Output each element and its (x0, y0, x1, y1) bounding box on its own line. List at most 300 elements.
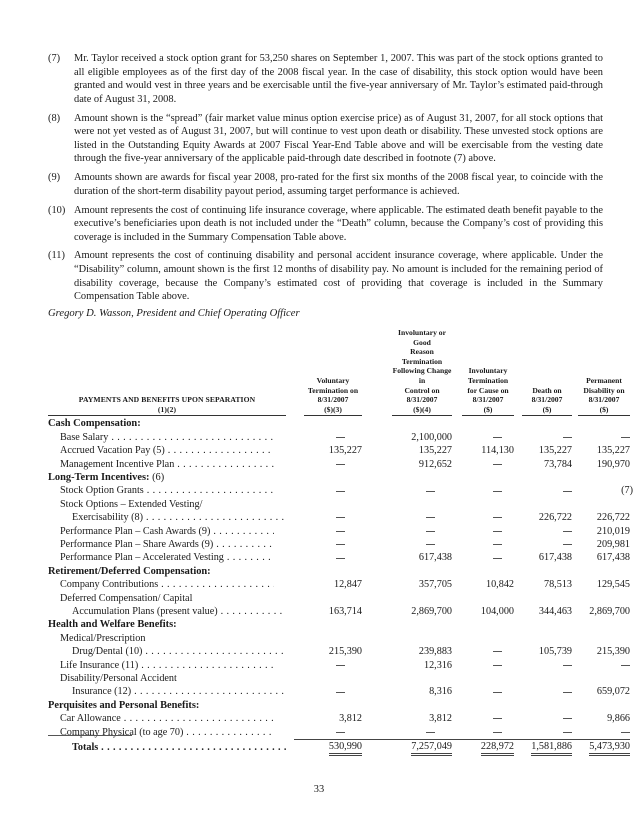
footnote-number: (8) (48, 112, 61, 124)
header-line: PAYMENTS AND BENEFITS UPON SEPARATION (78, 395, 256, 405)
value-text: 163,714 (328, 606, 362, 618)
value-text: 617,438 (596, 552, 630, 564)
row-label-wrap (72, 685, 286, 698)
em-dash (426, 531, 435, 532)
row-label (48, 645, 294, 658)
em-dash (336, 544, 345, 545)
value-text: 10,842 (485, 579, 514, 591)
table-row (48, 740, 630, 756)
header-line: 8/31/2007 (531, 395, 563, 405)
value-text: 215,390 (328, 646, 362, 658)
row-label-wrap (72, 645, 286, 658)
page-number: 33 (313, 784, 325, 795)
footnote-number: (9) (48, 172, 61, 184)
value-cell (572, 685, 630, 698)
header-line: Termination (467, 375, 509, 385)
value-cell (294, 551, 362, 564)
table-header-row (48, 328, 630, 417)
row-label-text: Company Contributions . . . (60, 579, 274, 590)
value-text: 12,847 (333, 579, 362, 591)
value-text: 78,513 (543, 579, 572, 591)
em-dash (563, 732, 572, 733)
header-line: Reason Termination (401, 347, 443, 366)
row-label-text: Accumulation Plans (present value) . . . (72, 606, 286, 617)
em-dash (426, 517, 435, 518)
em-dash (336, 531, 345, 532)
value-text: 104,000 (480, 606, 514, 618)
table-row (48, 444, 630, 457)
value-text: 1,581,886 (531, 741, 572, 756)
table-row (48, 458, 630, 471)
row-label-wrap (72, 605, 286, 618)
em-dash (493, 491, 502, 492)
table-row (48, 511, 630, 524)
value-cell (514, 498, 572, 511)
row-label-wrap (60, 431, 274, 444)
category-title: Cash Compensation: (48, 418, 141, 430)
value-cell (362, 685, 452, 698)
value-cell (294, 632, 362, 645)
table-row (48, 699, 630, 712)
value-cell (294, 498, 362, 511)
row-label (48, 431, 294, 444)
value-cell (572, 538, 630, 551)
row-label (48, 484, 294, 497)
value-cell (514, 551, 572, 564)
value-cell (452, 672, 514, 685)
value-cell (514, 672, 572, 685)
category-label (48, 565, 630, 578)
em-dash (426, 544, 435, 545)
table-row (48, 431, 630, 444)
em-dash (493, 692, 502, 693)
em-dash (563, 531, 572, 532)
value-cell (452, 498, 514, 511)
row-label-wrap (60, 592, 274, 605)
category-title: Retirement/Deferred Compensation: (48, 565, 211, 577)
value-cell (452, 685, 514, 698)
row-label-text: Totals . . . (72, 742, 286, 753)
header-line: ($) (483, 404, 493, 414)
value-cell (294, 538, 362, 551)
row-label-wrap (60, 458, 274, 471)
row-label (48, 592, 294, 605)
header-line: 8/31/2007 (472, 395, 504, 405)
row-label (48, 672, 294, 685)
value-cell (572, 672, 630, 685)
value-cell (572, 551, 630, 564)
em-dash (621, 437, 630, 438)
em-dash (493, 651, 502, 652)
value-cell (572, 592, 630, 605)
value-text: 7,257,049 (411, 741, 452, 756)
em-dash (493, 464, 502, 465)
value-text: 114,130 (481, 445, 514, 457)
em-dash (493, 437, 502, 438)
row-label-wrap (60, 712, 274, 725)
row-label-text: Performance Plan – Share Awards (9) . . . (60, 539, 274, 550)
value-cell (572, 578, 630, 591)
header-label (48, 328, 294, 417)
value-cell (452, 726, 514, 740)
value-cell (362, 431, 452, 444)
row-label (48, 511, 294, 524)
value-text: 2,869,700 (411, 606, 452, 618)
category-label (48, 699, 630, 712)
value-text: 135,227 (596, 445, 630, 457)
em-dash (621, 732, 630, 733)
header-line: ($) (599, 404, 609, 414)
value-cell (572, 659, 630, 672)
value-cell (572, 740, 630, 756)
value-cell (452, 431, 514, 444)
value-text: 3,812 (429, 713, 452, 725)
em-dash (336, 464, 345, 465)
em-dash (493, 665, 502, 666)
value-cell (294, 444, 362, 457)
value-cell (572, 712, 630, 725)
row-label-text: Deferred Compensation/ Capital (60, 592, 193, 604)
footnotes-list (48, 52, 603, 309)
em-dash (621, 665, 630, 666)
value-cell (294, 578, 362, 591)
category-label (48, 417, 630, 430)
footnote-rule (48, 735, 132, 736)
header-line: (1)(2) (157, 404, 177, 414)
value-cell (294, 726, 362, 740)
value-cell (514, 726, 572, 740)
value-cell (294, 484, 362, 497)
value-text: 135,227 (328, 445, 362, 457)
row-label-text: Performance Plan – Accelerated Vesting . . . (60, 552, 274, 563)
value-cell (362, 458, 452, 471)
value-cell (362, 578, 452, 591)
em-dash (563, 437, 572, 438)
em-dash (426, 491, 435, 492)
value-cell (452, 551, 514, 564)
row-label-text: Accrued Vacation Pay (5) . . . (60, 445, 274, 456)
category-label (48, 471, 630, 484)
value-cell (514, 525, 572, 538)
header-line: Control on 8/31/2007 (404, 385, 440, 405)
value-cell (362, 740, 452, 756)
em-dash (493, 517, 502, 518)
value-cell (362, 498, 452, 511)
value-cell (362, 444, 452, 457)
table-row (48, 685, 630, 698)
row-label-wrap (60, 632, 274, 645)
row-label (48, 551, 294, 564)
value-text: 3,812 (339, 713, 362, 725)
category-label (48, 618, 630, 631)
value-text: 129,545 (596, 579, 630, 591)
value-cell (452, 511, 514, 524)
footnote-11 (48, 249, 603, 303)
row-label (48, 538, 294, 551)
em-dash (563, 544, 572, 545)
value-cell (572, 605, 630, 618)
value-cell (514, 685, 572, 698)
header-line: Death on (532, 385, 562, 395)
value-cell (294, 525, 362, 538)
row-label-wrap (60, 525, 274, 538)
table-row (48, 484, 630, 497)
footnote-7 (48, 52, 603, 106)
em-dash (336, 491, 345, 492)
value-cell (572, 525, 630, 538)
table-row (48, 578, 630, 591)
table-row (48, 632, 630, 645)
footnote-text: Mr. Taylor received a stock option grant for 53,250 shares on September 1, 2007. This was part of the stock options granted to all eligible employees as of the first day of the 2008 fiscal year. In the case of disability, this stock option would have been granted and would vest in three years and be exercisable until the five-year anniversary of Mr. Taylor’s estimated paid-through date of August 31, 2008. (74, 53, 603, 105)
value-cell (452, 605, 514, 618)
value-cell (572, 484, 633, 497)
table-row (48, 672, 630, 685)
value-cell (452, 484, 514, 497)
em-dash (336, 732, 345, 733)
row-label-text: Drug/Dental (10) . . . (72, 646, 286, 657)
em-dash (426, 732, 435, 733)
table-row (48, 592, 630, 605)
value-cell (452, 578, 514, 591)
value-cell (572, 511, 630, 524)
value-cell (294, 605, 362, 618)
value-cell (514, 431, 572, 444)
value-cell (362, 551, 452, 564)
row-label-text: Exercisability (8) . . . (72, 512, 286, 523)
value-cell (294, 685, 362, 698)
em-dash (336, 558, 345, 559)
value-text: 105,739 (538, 646, 572, 658)
value-cell (452, 538, 514, 551)
header-change-in-control (362, 328, 452, 417)
value-cell (294, 431, 362, 444)
row-label (48, 605, 294, 618)
value-text: 135,227 (418, 445, 452, 457)
table-row (48, 538, 630, 551)
table-row (48, 712, 630, 725)
value-cell (294, 712, 362, 725)
footnote-text: Amount shown is the “spread” (fair market value minus option exercise price) as of August 31, 2007, for all stock options that were not yet vested as of August 31, 2007, but will continue to vest upon death or disability. These unvested stock options are listed in the Outstanding Equity Awards at 2007 Fiscal Year-End Table above and will be exercisable from the vesting date through the five-year anniversary of the applicable paid-through date described in footnote (7) above. (74, 112, 603, 165)
value-cell (572, 632, 630, 645)
value-cell (572, 458, 630, 471)
value-cell (514, 605, 572, 618)
value-cell (572, 444, 630, 457)
value-cell (362, 726, 452, 740)
footnote-text: Amounts shown are awards for fiscal year 2008, pro-rated for the first six months of the 2008 fiscal year, to coincide with the duration of the short-term disability payout period, assuming target performance is achieved. (74, 172, 603, 197)
row-label (48, 685, 294, 698)
row-label (48, 712, 294, 725)
row-label (48, 525, 294, 538)
header-line: 8/31/2007 (588, 395, 620, 405)
header-line: Termination on (307, 385, 359, 395)
value-cell (572, 726, 630, 740)
value-text: 226,722 (538, 512, 572, 524)
row-label-text: Insurance (12) . . . (72, 686, 286, 697)
em-dash (336, 692, 345, 693)
table-row (48, 645, 630, 658)
table-row (48, 471, 630, 484)
row-label-wrap (60, 659, 274, 672)
value-cell (514, 659, 572, 672)
value-cell (572, 645, 630, 658)
row-label-wrap (60, 726, 274, 739)
header-line: for Cause on (467, 385, 509, 395)
footnote-10 (48, 204, 603, 245)
value-cell (514, 740, 572, 756)
value-text: 344,463 (538, 606, 572, 618)
value-cell (294, 672, 362, 685)
value-cell (452, 659, 514, 672)
value-cell (362, 484, 452, 497)
header-line: 8/31/2007 (317, 395, 349, 405)
footnote-9 (48, 171, 603, 198)
value-cell (514, 444, 572, 457)
value-text: 357,705 (418, 579, 452, 591)
value-text: 226,722 (596, 512, 630, 524)
value-cell (514, 578, 572, 591)
value-cell (294, 592, 362, 605)
value-text: 9,866 (607, 713, 630, 725)
value-cell (362, 525, 452, 538)
header-voluntary-termination (294, 328, 362, 417)
value-text: 617,438 (418, 552, 452, 564)
em-dash (493, 718, 502, 719)
value-cell (452, 632, 514, 645)
value-cell (514, 712, 572, 725)
value-text: 239,883 (418, 646, 452, 658)
value-cell (514, 645, 572, 658)
header-permanent-disability (572, 328, 630, 417)
row-label-text: Life Insurance (11) . . . (60, 660, 274, 671)
value-cell (294, 659, 362, 672)
value-cell (452, 592, 514, 605)
row-label-text: Car Allowance . . . (60, 713, 274, 724)
value-cell (362, 672, 452, 685)
value-cell (452, 444, 514, 457)
row-label-wrap (60, 498, 274, 511)
row-label-wrap (60, 484, 274, 497)
value-cell (514, 632, 572, 645)
category-title: Perquisites and Personal Benefits: (48, 699, 200, 711)
value-cell (514, 484, 572, 497)
header-line: ($)(3) (324, 404, 342, 414)
table-row (48, 498, 630, 511)
header-line: Involuntary (468, 366, 508, 376)
em-dash (563, 665, 572, 666)
value-cell (452, 712, 514, 725)
table-row (48, 565, 630, 578)
header-line: Permanent (586, 375, 622, 385)
table-row (48, 417, 630, 430)
value-text: 5,473,930 (589, 741, 630, 756)
row-label-wrap (60, 551, 274, 564)
value-cell (514, 458, 572, 471)
footnote-text: Amount represents the cost of continuing disability and personal accident insurance coverage, where applicable. Under the “Disability” column, amount shown is the first 12 months of disability pay. No amount is included for the remaining period of disability coverage, because the Company’s estimated cost of providing that coverage is included in the Summary Compensation Table above. (74, 250, 603, 303)
value-cell (362, 645, 452, 658)
value-text: 135,227 (538, 445, 572, 457)
value-cell (294, 511, 362, 524)
row-label-wrap (60, 578, 274, 591)
em-dash (336, 517, 345, 518)
value-text: 210,019 (596, 525, 630, 537)
row-label (48, 444, 294, 457)
row-label-wrap (60, 444, 274, 457)
value-text: 73,784 (543, 458, 572, 470)
value-text: 12,316 (423, 659, 452, 671)
value-text: 659,072 (596, 686, 630, 698)
value-text: 912,652 (418, 458, 452, 470)
footnote-text: Amount represents the cost of continuing life insurance coverage, where applicable. The estimated death benefit payable to the executive’s beneficiaries upon death is not included under the “Death” column, because the Company’s cost of providing this coverage is included in the Summary Compensation Table above. (74, 204, 603, 243)
header-line: Involuntary or Good (398, 328, 446, 347)
value-text: 530,990 (329, 741, 362, 756)
header-line: Voluntary (316, 375, 350, 385)
em-dash (563, 718, 572, 719)
footnote-number: (11) (48, 250, 65, 262)
row-label-wrap (60, 672, 274, 685)
row-label (48, 632, 294, 645)
value-text: 215,390 (596, 646, 630, 658)
value-cell (362, 538, 452, 551)
separation-payments-table (48, 328, 633, 756)
table-row (48, 551, 630, 564)
row-label-text: Performance Plan – Cash Awards (9) . . . (60, 526, 274, 537)
value-cell (362, 712, 452, 725)
value-text: 2,869,700 (589, 606, 630, 618)
value-cell (452, 525, 514, 538)
value-text: 617,438 (538, 552, 572, 564)
row-label (48, 659, 294, 672)
header-termination-for-cause (452, 328, 514, 417)
value-cell (294, 645, 362, 658)
value-text: 209,981 (596, 539, 630, 550)
row-label (48, 740, 294, 756)
value-text: 228,972 (481, 741, 514, 756)
value-cell (572, 498, 630, 511)
category-note: (6) (149, 471, 165, 483)
row-label (48, 498, 294, 511)
row-label-wrap (72, 741, 286, 754)
em-dash (336, 437, 345, 438)
value-cell (452, 458, 514, 471)
value-cell (514, 592, 572, 605)
value-cell (362, 511, 452, 524)
row-label-text: Disability/Personal Accident (60, 673, 177, 685)
em-dash (563, 491, 572, 492)
em-dash (493, 732, 502, 733)
value-cell (294, 458, 362, 471)
table-row (48, 659, 630, 672)
value-cell (452, 740, 514, 756)
row-label-wrap (72, 511, 286, 524)
value-text: 2,100,000 (411, 431, 452, 443)
em-dash (563, 692, 572, 693)
header-death (514, 328, 572, 417)
footnote-number: (10) (48, 204, 66, 216)
header-line: ($)(4) (413, 404, 431, 414)
value-text: (7) (621, 485, 633, 497)
value-cell (514, 538, 572, 551)
em-dash (336, 665, 345, 666)
row-label-text: Base Salary . . . (60, 432, 274, 443)
table-row (48, 605, 630, 618)
category-title: Long-Term Incentives: (48, 471, 150, 483)
value-cell (362, 605, 452, 618)
row-label-wrap (60, 538, 274, 551)
footnote-8 (48, 112, 603, 166)
value-cell (362, 592, 452, 605)
row-label-text: Stock Options – Extended Vesting/ (60, 498, 203, 510)
value-cell (362, 659, 452, 672)
